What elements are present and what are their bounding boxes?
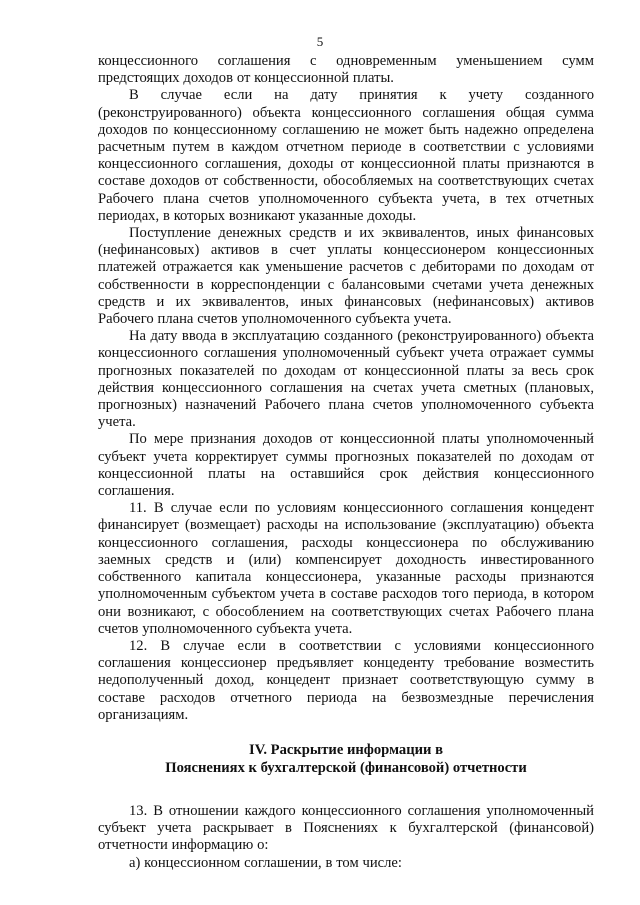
section-heading-line-1: IV. Раскрытие информации в [249, 741, 443, 758]
paragraph-item-13: 13. В отношении каждого концессионного соглашения уполномоченный субъект учета раскрывает в Пояснениях к бухгалтерской (финансовой) отчетности информацию о: [98, 802, 594, 854]
paragraph-income-recognition: В случае если на дату принятия к учету созданного (реконструированного) объекта концессионного соглашения общая сумма доходов по концессионному соглашению не может быть надежно определена расчетным путем в каждом отчетном периоде в соответствии с условиями концессионного соглашения, доходы от концессионной платы признаются в составе доходов от собственности, обособляемых на соответствующих счетах Рабочего плана счетов уполномоченного субъекта учета, в тех отчетных периодах, в которых возникают указанные доходы. [98, 87, 594, 224]
paragraph-cash-receipts: Поступление денежных средств и их эквивалентов, иных финансовых (нефинансовых) активов в счет уплаты концессионером концессионных платежей отражается как уменьшение расчетов с дебиторами по доходам от собственности в корреспонденции с балансовыми счетами учета денежных средств и их эквивалентов, иных финансовых (нефинансовых) активов Рабочего плана счетов уполномоченного субъекта учета. [98, 225, 594, 328]
document-body [98, 53, 594, 872]
paragraph-item-12: 12. В случае если в соответствии с условиями концессионного соглашения концессионер предъявляет концеденту требование возместить недополученный доход, концедент признает соответствующую сумму в составе расходов отчетного периода на безвозмездные перечисления организациям. [98, 637, 594, 723]
paragraph-item-11: 11. В случае если по условиям концессионного соглашения концедент финансирует (возмещает) расходы на использование (эксплуатацию) объекта концессионного соглашения, расходы концессионера по обслуживанию заемных средств и (или) компенсирует доходность инвестированного собственного капитала концессионера, указанные расходы признаются уполномоченным субъектом учета в составе расходов того периода, в котором они возникают, с обособлением на соответствующих счетах Рабочего плана счетов уполномоченного субъекта учета. [98, 500, 594, 637]
paragraph-continuation: концессионного соглашения с одновременным уменьшением сумм предстоящих доходов от концессионной платы. [98, 53, 594, 87]
paragraph-commissioning-date: На дату ввода в эксплуатацию созданного (реконструированного) объекта концессионного соглашения уполномоченный субъект учета отражает суммы прогнозных показателей по доходам от концессионной платы за весь срок действия концессионного соглашения на счетах учета сметных (плановых, прогнозных) назначений Рабочего плана счетов уполномоченного субъекта учета. [98, 328, 594, 431]
paragraph-forecast-adjustment: По мере признания доходов от концессионной платы уполномоченный субъект учета корректирует суммы прогнозных показателей по доходам от концессионной платы на оставшийся срок действия концессионного соглашения. [98, 431, 594, 500]
section-heading-line-2: Пояснениях к бухгалтерской (финансовой) отчетности [165, 759, 527, 776]
page-number: 5 [316, 34, 324, 49]
paragraph-subitem-a: а) концессионном соглашении, в том числе: [129, 854, 402, 871]
section-heading [98, 741, 594, 777]
